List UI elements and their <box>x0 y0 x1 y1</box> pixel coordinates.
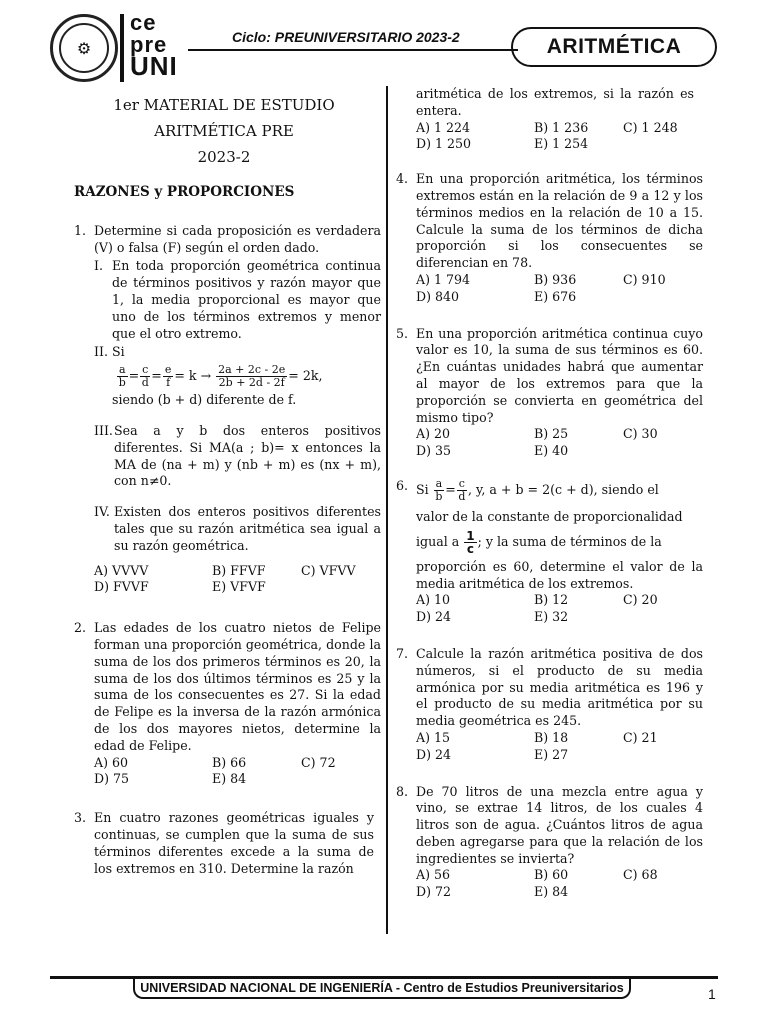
answer-options: A) 20 B) 25 C) 30 D) 35 E) 40 <box>416 426 658 459</box>
answer-options: A) 60 B) 66 C) 72 D) 75 E) 84 <box>94 754 336 787</box>
answer-options: A) VVVV B) FFVF C) VFVV D) FVVF E) VFVF <box>94 562 356 595</box>
page-header <box>0 0 768 95</box>
column-divider <box>386 86 388 934</box>
document-title: 1er MATERIAL DE ESTUDIO ARITMÉTICA PRE 2023-2 <box>113 96 335 166</box>
left-column <box>74 92 381 893</box>
question-3-continued: aritmética de los extremos, si la razón es entera. A) 1 224 B) 1 236 C) 1 248 D) 1 250 E) 1 254 <box>416 86 694 152</box>
course-badge: ARITMÉTICA <box>511 27 717 67</box>
university-seal-icon: ⚙ <box>50 14 118 82</box>
proportion-equation: $\frac{a}{b}$ = $\frac{c}{d}$ = $\frac{e}{f}$ = k → $\frac{2a + 2c - 2e}{2b + 2d - 2f}$ = 2k, <box>118 363 323 390</box>
page-number: 1 <box>708 986 716 1002</box>
cycle-label: Ciclo: PREUNIVERSITARIO 2023-2 <box>232 29 460 45</box>
header-rule <box>188 49 518 51</box>
question-4: 4. En una proporción aritmética, los términos extremos están en la relación de 9 a 12 y los términos medios en la relación de 10 a 15. Calcule la suma de los términos de dicha proporción si los consecuentes se diferencian en 78. A) 1 794 B) 936 C) 910 D) 840 E) 676 <box>396 171 703 304</box>
answer-options: A) 15 B) 18 C) 21 D) 24 E) 27 <box>416 729 658 762</box>
answer-options: A) 10 B) 12 C) 20 D) 24 E) 32 <box>416 592 658 625</box>
section-heading: RAZONES y PROPORCIONES <box>74 184 295 200</box>
question-7: 7. Calcule la razón aritmética positiva de dos números, si el producto de su media armónica por su media aritmética es 196 y el producto de su media aritmética por su media geométrica es 245. A) 15 B) 18 C) 21 D) 24 E) 27 <box>396 645 703 762</box>
cepre-uni-logo: ce pre UNI <box>130 10 178 81</box>
question-8: 8. De 70 litros de una mezcla entre agua y vino, se extrae 14 litros, de los cuales 4 litros son de agua. ¿Cuántos litros de agua deben agregarse para que la relación de los ingredientes se invierta? A) 56 B) 60 C) 68 D) 72 E) 84 <box>396 783 703 900</box>
header-divider <box>120 14 124 82</box>
question-3: 3. En cuatro razones geométricas iguales y continuas, se cumplen que la suma de sus términos diferentes excede a la suma de los extremos en 310. Determine la razón <box>74 810 374 876</box>
answer-options: A) 56 B) 60 C) 68 D) 72 E) 84 <box>416 867 658 900</box>
right-column <box>396 86 703 917</box>
question-1: 1. Determine si cada proposición es verdadera (V) o falsa (F) según el orden dado. I. En toda proporción geométrica continua de términos positivos y razón mayor que 1, la media proporcional es mayor que uno de los términos extremos y menor que el otro extremo. II. Si $\frac{a}{b}$ = $\frac{c}{d}$ = $\frac{e}{f}$ = k → $\frac{2a + 2c - 2e}{2b + 2d - 2f}$ = 2k, siendo (b + d) diferente de f. III. Sea a y b dos enteros positivos diferentes. Si MA(a ; b)= x entonces la MA de (na + m) y (nb + m) es (nx + m), con n≠0. IV. Existen dos enteros positivos diferentes tales que su razón aritmética sea igual a su razón geométrica. A) VVVV B) FFVF C) VFVV D) FVVF E) VFVF <box>74 222 381 595</box>
answer-options: A) 1 794 B) 936 C) 910 D) 840 E) 676 <box>416 271 666 304</box>
answer-options: A) 1 224 B) 1 236 C) 1 248 D) 1 250 E) 1 254 <box>416 119 678 152</box>
question-2: 2. Las edades de los cuatro nietos de Felipe forman una proporción geométrica, donde la suma de los dos primeros términos es 20, la suma de los dos últimos términos es 25 y la suma de los consecuentes es 27. Si la edad de Felipe es la inversa de la razón armónica de los dos mayores nietos, determine la edad de Felipe. A) 60 B) 66 C) 72 D) 75 E) 84 <box>74 620 381 787</box>
question-5: 5. En una proporción aritmética continua cuyo valor es 10, la suma de sus términos es 60. ¿En cuántas unidades habrá que aumentar al mayor de los extremos para que la proporción se convierta en geométrica del mismo tipo? A) 20 B) 25 C) 30 D) 35 E) 40 <box>396 325 703 459</box>
question-6: 6. Si $\frac{a}{b}$ = $\frac{c}{d}$ , y, a + b = 2(c + d), siendo el valor de la constante de proporcionalidad igual a $\frac{1}{c}$ ; y la suma de términos de la proporción es 60, determine el valor de la media aritmética de los extremos. A) 10 B) 12 C) 20 D) 24 E) 32 <box>396 476 703 625</box>
footer-banner: UNIVERSIDAD NACIONAL DE INGENIERÍA - Centro de Estudios Preuniversitarios <box>133 979 631 999</box>
